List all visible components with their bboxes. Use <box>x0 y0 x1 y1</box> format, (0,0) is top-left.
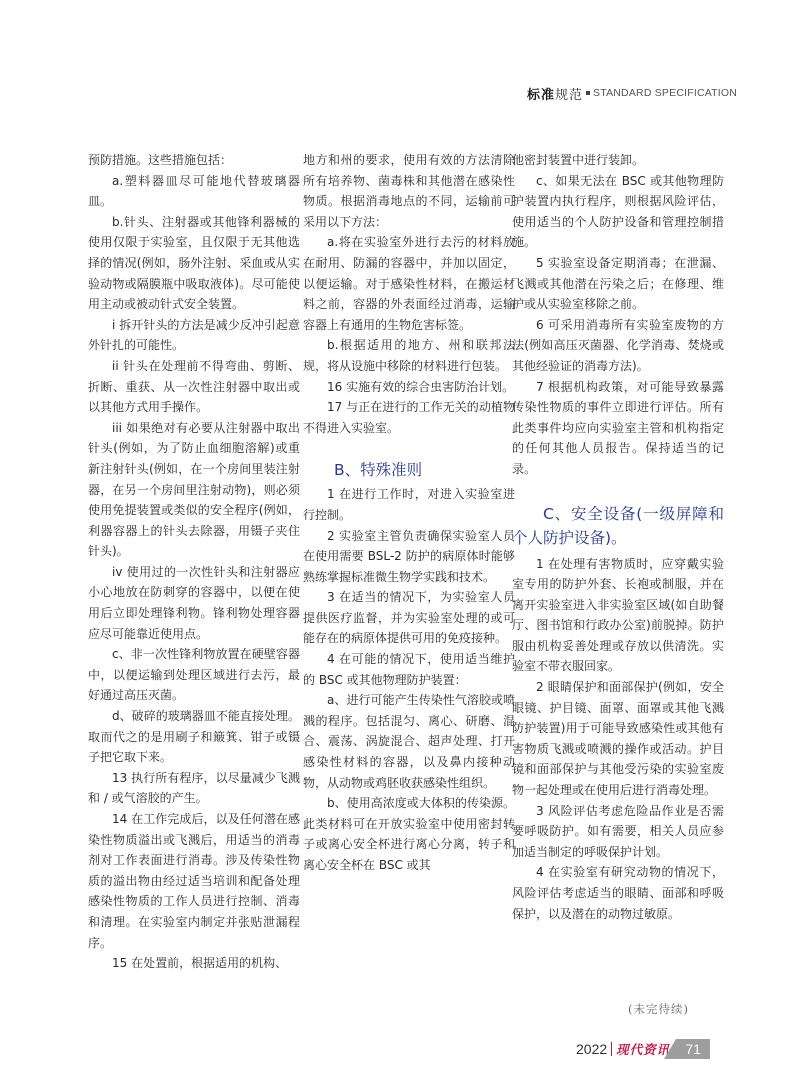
paragraph: iii 如果绝对有必要从注射器中取出针头(例如，为了防止血细胞溶解)或重新注射针头(例如，在一个房间里装注射器，在另一个房间里注射动物)，则必须使用免提装置或类似的安全程序(例如，利器容器上的针头去除器，用镊子夹住针头)。 <box>88 420 300 559</box>
header-title-bold: 标准 <box>527 87 556 103</box>
paragraph: b.针头、注射器或其他锋利器械的使用仅限于实验室，且仅限于无其他选择的情况(例如，肠外注射、采血或从实验动物或隔膜瓶中吸取液体)。尽可能使用主动或被动针式安全装置。 <box>88 214 300 312</box>
paragraph: 4 在实验室有研究动物的情况下，风险评估考虑适当的眼睛、面部和呼吸保护，以及潜在的动物过敏原。 <box>512 865 724 921</box>
paragraph: 6 可采用消毒所有实验室废物的方法(例如高压灭菌器、化学消毒、焚烧或其他经验证的消毒方法)。 <box>512 317 724 373</box>
paragraph: c、如果无法在 BSC 或其他物理防护装置内执行程序，则根据风险评估，使用适当的个人防护设备和管理控制措施。 <box>512 173 724 250</box>
paragraph: 4 在可能的情况下，使用适当维护的 BSC 或其他物理防护装置： <box>303 652 515 687</box>
paragraph: a.塑料器皿尽可能地代替玻璃器皿。 <box>88 173 300 209</box>
paragraph: 3 风险评估考虑危险品作业是否需要呼吸防护。如有需要，相关人员应参加适当制定的呼吸保护计划。 <box>512 803 724 859</box>
page-number-box <box>676 1039 710 1059</box>
section-c-heading: C、安全设备(一级屏障和个人防护设备)。 <box>512 504 724 547</box>
paragraph: d、破碎的玻璃器皿不能直接处理。取而代之的是用刷子和簸箕、钳子或镊子把它取下来。 <box>88 709 300 765</box>
section-header <box>527 84 737 102</box>
paragraph: 预防措施。这些措施包括： <box>88 153 233 167</box>
page-footer <box>576 1038 710 1060</box>
page-tab-triangle-icon <box>664 1039 676 1059</box>
paragraph: 他密封装置中进行装卸。 <box>512 153 645 167</box>
paragraph: 1 在进行工作时，对进入实验室进行控制。 <box>303 487 515 522</box>
paragraph: 14 在工作完成后，以及任何潜在感染性物质溢出或飞溅后，用适当的消毒剂对工作表面进行消毒。涉及传染性物质的溢出物由经过适当培训和配备处理感染性物质的工作人员进行控制、消毒和清理。在实验室内制定并张贴泄漏程序。 <box>88 812 300 950</box>
paragraph: 16 实施有效的综合虫害防治计划。 <box>327 379 515 394</box>
paragraph: 2 实验室主管负责确保实验室人员在使用需要 BSL-2 防护的病原体时能够熟练掌握标准微生物学实践和技术。 <box>303 528 515 584</box>
paragraph: 1 在处理有害物质时，应穿戴实验室专用的防护外套、长袍或制服，并在离开实验室进入非实验室区域(如自助餐厅、图书馆和行政办公室)前脱掉。防护服由机构妥善处理或存放以供清洗。实验室不带衣服回家。 <box>512 556 724 674</box>
paragraph: c、非一次性锋利物放置在硬壁容器中，以便运输到处理区域进行去污，最好通过高压灭菌。 <box>88 647 300 703</box>
paragraph: 3 在适当的情况下，为实验室人员提供医疗监督，并为实验室处理的或可能存在的病原体提供可用的免疫接种。 <box>303 590 515 646</box>
header-title-light: 规范 <box>555 87 584 103</box>
paragraph: 2 眼睛保护和面部保护(例如，安全眼镜、护目镜、面罩、面罩或其他飞溅防护装置)用于可能导致感染性或其他有害物质飞溅或喷溅的操作或活动。护目镜和面部保护与其他受污染的实验室废物一起处理或在使用后进行消毒处理。 <box>512 680 724 798</box>
paragraph: iv 使用过的一次性针头和注射器应小心地放在防刺穿的容器中，以便在使用后立即处理锋利物。锋利物处理容器应尽可能靠近使用点。 <box>88 564 300 641</box>
to-be-continued-note: (未完待续) <box>628 1002 689 1016</box>
paragraph: a.将在实验室外进行去污的材料放在耐用、防漏的容器中，并加以固定，以便运输。对于感染性材料，在搬运材料之前，容器的外表面经过消毒，运输容器上有通用的生物危害标签。 <box>303 235 515 332</box>
column-3 <box>512 150 724 924</box>
magazine-logo: 现代资讯 <box>616 1042 671 1057</box>
paragraph: 7 根据机构政策，对可能导致暴露传染性物质的事件立即进行评估。所有此类事件均应向实验室主管和机构指定的任何其他人员报告。保持适当的记录。 <box>512 379 724 476</box>
paragraph: a、进行可能产生传染性气溶胶或喷溅的程序。包括混匀、离心、研磨、混合、震荡、涡旋混合、超声处理、打开感染性材料的容器，以及鼻内接种动物，从动物或鸡胚收获感染性组织。 <box>303 693 515 790</box>
footer-year: 2022 <box>576 1041 608 1057</box>
column-2 <box>303 150 515 876</box>
paragraph: 13 执行所有程序，以尽量减少飞溅和 / 或气溶胶的产生。 <box>88 770 300 806</box>
section-b-heading: B、特殊准则 <box>334 461 423 480</box>
paragraph: i 拆开针头的方法是减少反冲引起意外针扎的可能性。 <box>88 317 300 353</box>
paragraph: 地方和州的要求，使用有效的方法清除所有培养物、菌毒株和其他潜在感染性物质。根据消毒地点的不同，运输前可采用以下方法： <box>303 153 515 229</box>
paragraph: b.根据适用的地方、州和联邦法规，将从设施中移除的材料进行包装。 <box>303 338 515 373</box>
paragraph: 17 与正在进行的工作无关的动植物不得进入实验室。 <box>303 400 515 435</box>
paragraph: 15 在处置前，根据适用的机构、 <box>112 956 288 971</box>
column-1 <box>88 150 300 974</box>
header-subtitle: STANDARD SPECIFICATION <box>593 87 738 99</box>
bullet-dot-icon <box>586 91 590 95</box>
paragraph: ii 针头在处理前不得弯曲、剪断、折断、重获、从一次性注射器中取出或以其他方式用手操作。 <box>88 358 300 415</box>
paragraph: 5 实验室设备定期消毒；在泄漏、飞溅或其他潜在污染之后；在修理、维护或从实验室移除之前。 <box>512 255 724 312</box>
footer-divider <box>611 1042 612 1056</box>
page-number: 71 <box>676 1039 710 1059</box>
paragraph: b、使用高浓度或大体积的传染源。此类材料可在开放实验室中使用密封转子或离心安全杯进行离心分离，转子和离心安全杯在 BSC 或其 <box>303 796 515 872</box>
